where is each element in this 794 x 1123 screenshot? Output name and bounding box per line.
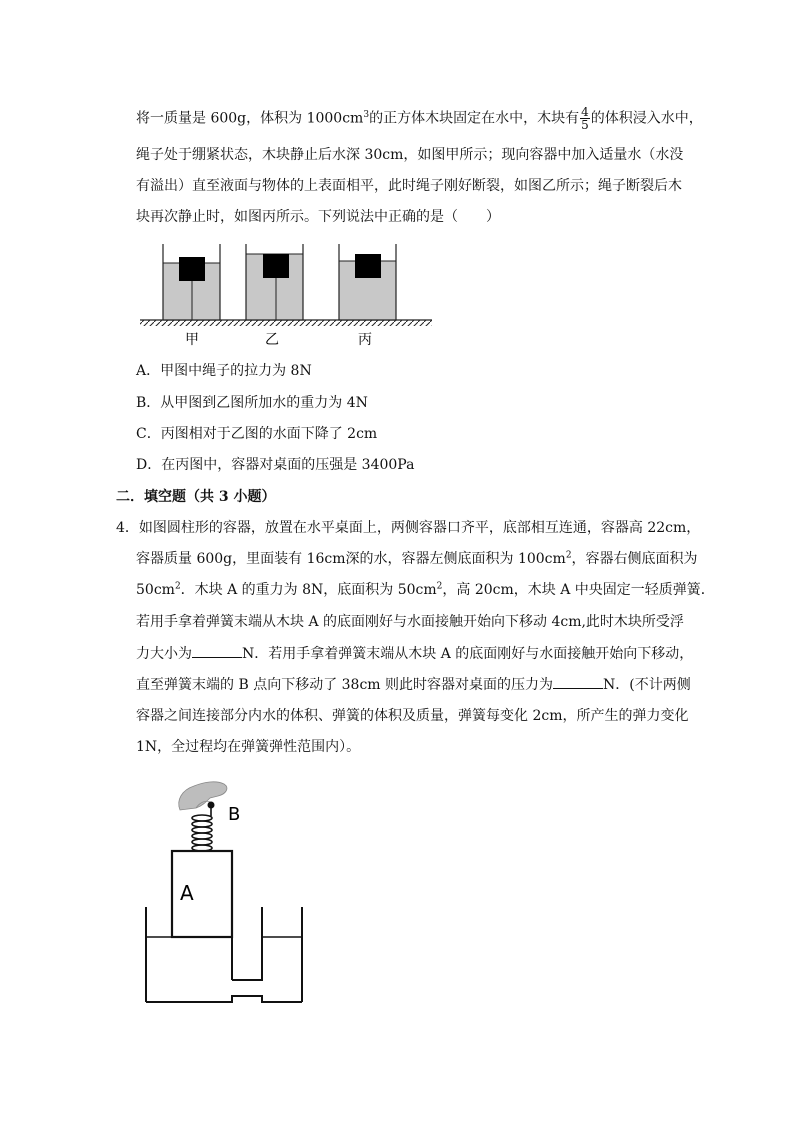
label-jia: 甲 [185, 332, 199, 348]
answer-blank-1[interactable] [192, 643, 242, 658]
wood-block [179, 257, 205, 281]
superscript: 2 [174, 581, 181, 592]
text-span: 直至弹簧末端的 B 点向下移动了 38cm 则此时容器对桌面的压力为 [136, 677, 554, 693]
fraction-numerator: 4 [581, 105, 589, 119]
option-b: B．从甲图到乙图所加水的重力为 4N [136, 395, 368, 411]
text-span: ，高 20cm，木块 A 中央固定一轻质弹簧． [442, 582, 715, 598]
text-span: 将一质量是 600g，体积为 1000cm [136, 110, 364, 127]
label-b: B [228, 804, 241, 825]
ground-hatch [140, 320, 432, 326]
problem3-line4: 块再次静止时，如图丙所示。下列说法中正确的是（ ） [136, 209, 500, 225]
text-span: 的正方体木块固定在水中，木块有 [369, 110, 580, 127]
problem3-line1 [136, 106, 703, 131]
wood-block [263, 254, 289, 278]
problem3-line3: 有溢出）直至液面与物体的上表面相平，此时绳子刚好断裂，如图乙所示；绳子断裂后木 [136, 178, 682, 194]
problem4-line7: 容器之间连接部分内水的体积、弹簧的体积及质量，弹簧每变化 2cm，所产生的弹力变化 [136, 708, 689, 724]
problem4-line3 [136, 580, 715, 600]
answer-blank-2[interactable] [553, 674, 603, 689]
fraction-denominator: 5 [581, 118, 589, 132]
containers-figure [136, 238, 436, 356]
fraction [580, 106, 590, 131]
text-span: ．木块 A 的重力为 8N，底面积为 50cm [180, 582, 437, 598]
option-c: C．丙图相对于乙图的水面下降了 2cm [136, 426, 378, 442]
problem4-line5 [136, 643, 693, 664]
problem4-line1: 4．如图圆柱形的容器，放置在水平桌面上，两侧容器口齐平，底部相互连通，容器高 22cm， [116, 520, 701, 536]
superscript: 2 [436, 581, 443, 592]
wood-block [355, 254, 381, 278]
label-bing: 丙 [358, 332, 372, 348]
problem4-line6 [136, 674, 691, 695]
text-span: 50cm [136, 582, 175, 598]
label-a: A [180, 881, 194, 905]
text-span: 力大小为 [136, 646, 192, 662]
problem4-line8: 1N，全过程均在弹簧弹性范围内）。 [136, 739, 361, 755]
superscript: 3 [363, 109, 370, 120]
text-span: N．(不计两侧 [603, 677, 691, 693]
option-a: A．甲图中绳子的拉力为 8N [136, 363, 312, 379]
problem3-line2: 绳子处于绷紧状态，木块静止后水深 30cm，如图甲所示；现向容器中加入适量水（水没 [136, 147, 684, 163]
label-yi: 乙 [265, 332, 279, 348]
container-yi [246, 244, 303, 320]
problem4-line4: 若用手拿着弹簧末端从木块 A 的底面刚好与水面接触开始向下移动 4cm,此时木块所受浮 [136, 614, 684, 630]
container-jia [163, 244, 220, 320]
option-d: D．在丙图中，容器对桌面的压强是 3400Pa [136, 457, 415, 473]
superscript: 2 [565, 550, 572, 561]
text-span: ，容器右侧底面积为 [571, 551, 698, 567]
text-span: 容器质量 600g，里面装有 16cm深的水，容器左侧底面积为 100cm [136, 551, 566, 567]
spring-block-figure [136, 772, 326, 1008]
hand-shape [179, 782, 227, 810]
text-span: 的体积浸入水中， [590, 110, 703, 127]
section-heading: 二．填空题（共 3 小题） [116, 489, 276, 505]
container-bing [339, 244, 396, 320]
point-b-dot [208, 802, 215, 809]
problem4-line2 [136, 549, 698, 569]
text-span: N．若用手拿着弹簧末端从木块 A 的底面刚好与水面接触开始向下移动， [242, 646, 694, 662]
spring [192, 808, 212, 851]
